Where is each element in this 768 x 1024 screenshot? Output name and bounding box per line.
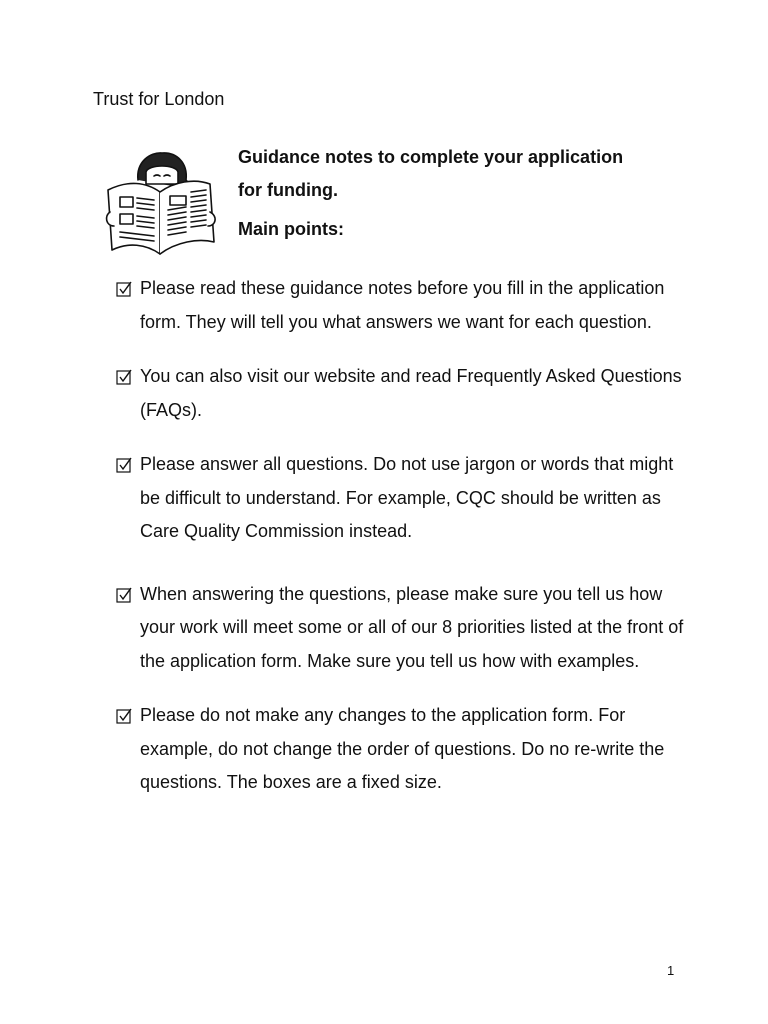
person-reading-newspaper-icon [102, 150, 220, 258]
checked-box-icon [116, 369, 133, 386]
page-number: 1 [667, 963, 675, 978]
organization-name: Trust for London [93, 89, 225, 109]
point-text: Please answer all questions. Do not use jargon or words that might be difficult to understand. For example, CQC should be written as Care Quality Commission instead. [140, 454, 674, 541]
list-item [116, 578, 686, 679]
list-item [116, 448, 686, 549]
main-points-heading: Main points: [238, 219, 344, 239]
point-text: You can also visit our website and read Frequently Asked Questions (FAQs). [140, 366, 682, 420]
point-text: Please read these guidance notes before you fill in the application form. They will tell you what answers we want for each question. [140, 278, 665, 332]
list-item [116, 360, 686, 427]
point-text: When answering the questions, please make sure you tell us how your work will meet some or all of our 8 priorities listed at the front of the application form. Make sure you tell us how with examples. [140, 583, 684, 671]
checked-box-icon [116, 708, 133, 725]
main-points-list [116, 272, 686, 800]
checked-box-icon [116, 457, 133, 474]
document-title: Guidance notes to complete your application for funding. [238, 147, 624, 200]
list-item [116, 699, 686, 800]
list-item [116, 272, 686, 339]
checked-box-icon [116, 587, 133, 604]
checked-box-icon [116, 281, 133, 298]
point-text: Please do not make any changes to the application form. For example, do not change the order of questions. Do no re-write the questions. The boxes are a fixed size. [140, 705, 665, 792]
